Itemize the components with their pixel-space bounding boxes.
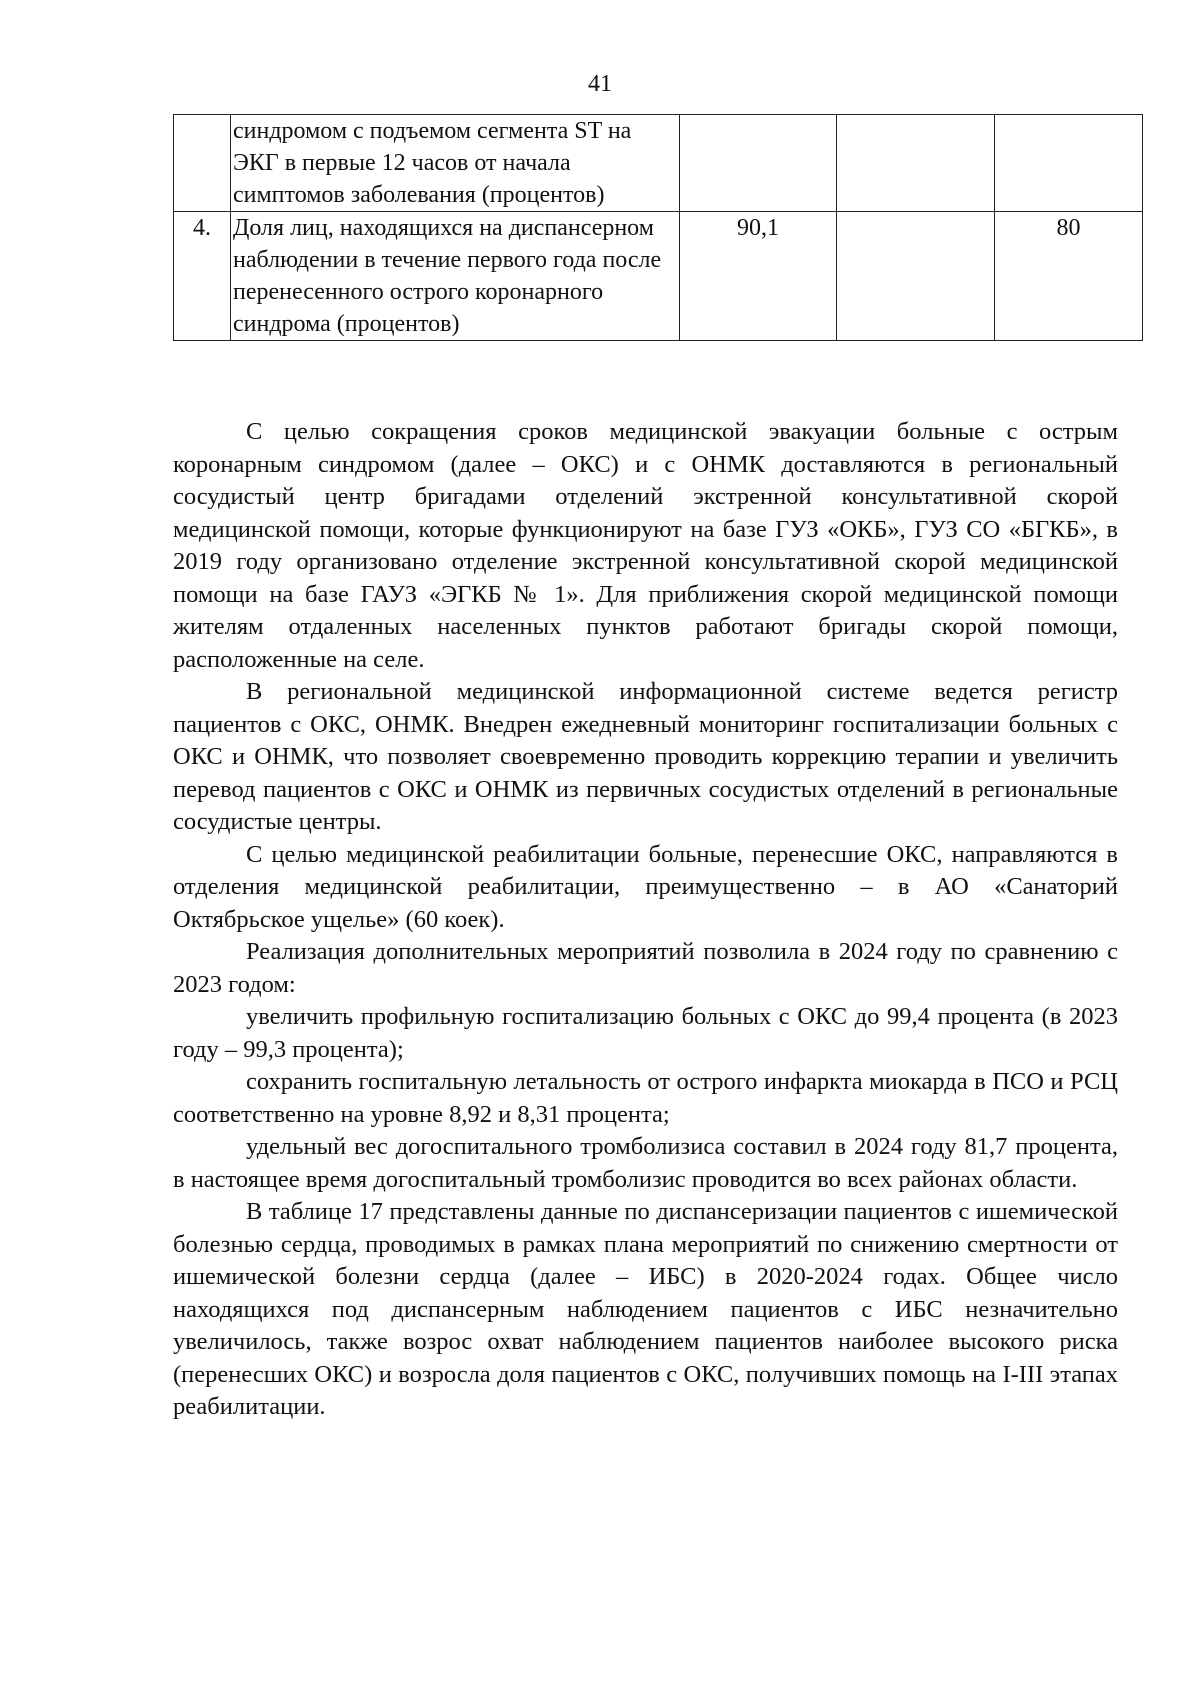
- paragraph: В таблице 17 представлены данные по диспансеризации пациентов с ишемической болезнью сердца, проводимых в рамках плана мероприятий по снижению смертности от ишемической болезни сердца (далее – ИБС) в 2020-2024 годах. Общее число находящихся под диспансерным наблюдением пациентов с ИБС незначительно увеличилось, также возрос охват наблюдением пациентов наиболее высокого риска (перенесших ОКС) и возросла доля пациентов с ОКС, получивших помощь на I-III этапах реабилитации.: [173, 1198, 1118, 1420]
- value-cell-1: 90,1: [680, 212, 837, 341]
- paragraph: увеличить профильную госпитализацию больных с ОКС до 99,4 процента (в 2023 году – 99,3 процента);: [173, 1003, 1118, 1063]
- paragraph: С целью медицинской реабилитации больные, перенесшие ОКС, направляются в отделения медицинской реабилитации, преимущественно – в АО «Санаторий Октябрьское ущелье» (60 коек).: [173, 840, 1118, 933]
- paragraph: удельный вес догоспитального тромболизиса составил в 2024 году 81,7 процента, в настоящее время догоспитальный тромболизис проводится во всех районах области.: [173, 1133, 1118, 1193]
- value-cell-1: [680, 115, 837, 212]
- value-cell-2: [837, 212, 995, 341]
- table-row: [174, 212, 1143, 341]
- page-number: 41: [588, 71, 612, 97]
- indicator-name-cell: синдромом с подъемом сегмента ST на ЭКГ в первые 12 часов от начала симптомов заболевания (процентов): [231, 115, 680, 212]
- paragraph: Реализация дополнительных мероприятий позволила в 2024 году по сравнению с 2023 годом:: [173, 938, 1118, 998]
- row-number-cell: [174, 115, 231, 212]
- indicators-table: [173, 114, 1143, 341]
- paragraph: сохранить госпитальную летальность от острого инфаркта миокарда в ПСО и РСЦ соответственно на уровне 8,92 и 8,31 процента;: [173, 1068, 1118, 1128]
- value-cell-3: [995, 115, 1143, 212]
- value-cell-3: 80: [995, 212, 1143, 341]
- table-row: [174, 115, 1143, 212]
- paragraph: С целью сокращения сроков медицинской эвакуации больные с острым коронарным синдромом (далее – ОКС) и с ОНМК доставляются в региональный сосудистый центр бригадами отделений экстренной консультативной скорой медицинской помощи, которые функционируют на базе ГУЗ «ОКБ», ГУЗ СО «БГКБ», в 2019 году организовано отделение экстренной консультативной скорой медицинской помощи на базе ГАУЗ «ЭГКБ № 1». Для приближения скорой медицинской помощи жителям отдаленных населенных пунктов работают бригады скорой помощи, расположенные на селе.: [173, 418, 1118, 673]
- body-text: [173, 416, 1118, 1424]
- indicator-name-cell: Доля лиц, находящихся на диспансерном наблюдении в течение первого года после перенесенного острого коронарного синдрома (процентов): [231, 212, 680, 341]
- row-number-cell: 4.: [174, 212, 231, 341]
- value-cell-2: [837, 115, 995, 212]
- paragraph: В региональной медицинской информационной системе ведется регистр пациентов с ОКС, ОНМК. Внедрен ежедневный мониторинг госпитализации больных с ОКС и ОНМК, что позволяет своевременно проводить коррекцию терапии и увеличить перевод пациентов с ОКС и ОНМК из первичных сосудистых отделений в региональные сосудистые центры.: [173, 678, 1118, 835]
